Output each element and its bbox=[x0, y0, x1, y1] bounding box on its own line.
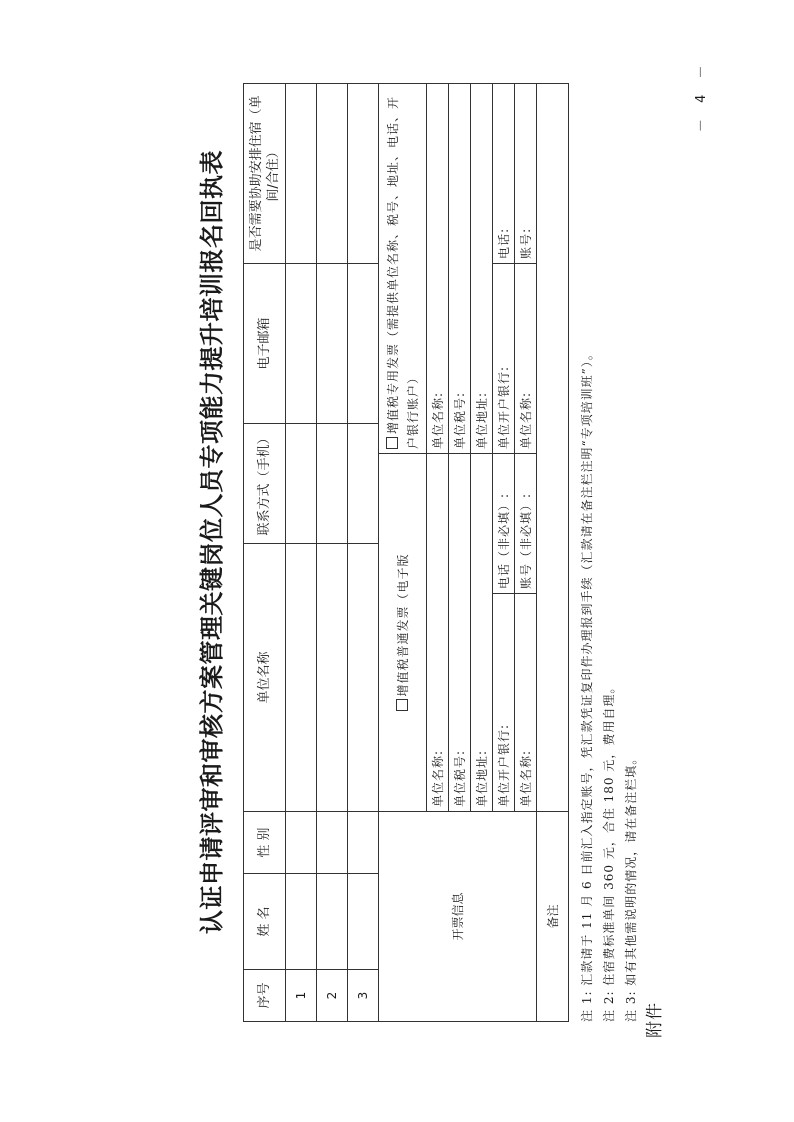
footnote-1: 注 1: 汇款请于 11 月 6 日前汇入指定账号，凭汇款凭证复印件办理报到手续（汇款请在备注栏注明“专项培训班”）。 bbox=[580, 347, 594, 1022]
email-field[interactable] bbox=[317, 263, 348, 423]
special-invoice-label: 增值税专用发票（需提供单位名称、税号、地址、电话、开户银行账户） bbox=[385, 95, 420, 449]
general-account-name-field[interactable]: 单位名称: bbox=[515, 594, 537, 812]
header-lodging: 是否需要协助安排住宿（单间/合住） bbox=[244, 83, 286, 263]
general-invoice-label: 增值税普通发票（电子版 bbox=[396, 553, 410, 697]
organization-field[interactable] bbox=[317, 543, 348, 811]
special-account-no-field[interactable]: 账号: bbox=[515, 83, 537, 263]
header-name: 姓 名 bbox=[244, 874, 286, 970]
row-index: 3 bbox=[348, 970, 379, 1022]
invoice-info-label: 开票信息 bbox=[379, 812, 537, 1022]
header-row bbox=[244, 83, 286, 1021]
checkbox-icon[interactable] bbox=[396, 700, 408, 712]
page-title: 认证申请评审和审核方案管理关键岗位人员专项能力提升培训报名回执表 bbox=[197, 150, 226, 934]
contact-field[interactable] bbox=[317, 423, 348, 543]
general-unit-name-field[interactable]: 单位名称: bbox=[427, 453, 449, 811]
remarks-field[interactable] bbox=[537, 83, 569, 811]
special-tax-id-field[interactable]: 单位税号: bbox=[449, 83, 471, 453]
general-tax-id-field[interactable]: 单位税号: bbox=[449, 453, 471, 811]
special-phone-field[interactable]: 电话: bbox=[493, 83, 515, 263]
organization-field[interactable] bbox=[348, 543, 379, 811]
special-bank-field[interactable]: 单位开户银行: bbox=[493, 263, 515, 453]
name-field[interactable] bbox=[348, 874, 379, 970]
lodging-field[interactable] bbox=[317, 83, 348, 263]
name-field[interactable] bbox=[317, 874, 348, 970]
footnotes bbox=[576, 84, 642, 1022]
special-address-field[interactable]: 单位地址: bbox=[471, 83, 493, 453]
remarks-label: 备注 bbox=[537, 812, 569, 1022]
contact-field[interactable] bbox=[286, 423, 317, 543]
footnote-2: 注 2: 住宿费标准单间 360 元，合住 180 元，费用自理。 bbox=[602, 680, 616, 1022]
registration-form-table bbox=[243, 83, 569, 1022]
contact-field[interactable] bbox=[348, 423, 379, 543]
remarks-row bbox=[537, 83, 569, 1021]
table-row bbox=[286, 83, 317, 1021]
special-unit-name-field[interactable]: 单位名称: bbox=[427, 83, 449, 453]
email-field[interactable] bbox=[348, 263, 379, 423]
name-field[interactable] bbox=[286, 874, 317, 970]
table-row bbox=[348, 83, 379, 1021]
general-invoice-option[interactable] bbox=[379, 453, 427, 811]
gender-field[interactable] bbox=[317, 812, 348, 874]
page-number: － 4 － bbox=[694, 59, 709, 132]
gender-field[interactable] bbox=[286, 812, 317, 874]
invoice-options-row bbox=[379, 83, 427, 1021]
special-account-name-field[interactable]: 单位名称: bbox=[515, 263, 537, 453]
general-bank-field[interactable]: 单位开户银行: bbox=[493, 594, 515, 812]
attachment-label: 附件 bbox=[645, 1002, 665, 1038]
header-index: 序号 bbox=[244, 970, 286, 1022]
header-gender: 性 别 bbox=[244, 812, 286, 874]
general-address-field[interactable]: 单位地址: bbox=[471, 453, 493, 811]
footnote-3: 注 3: 如有其他需说明的情况，请在备注栏填。 bbox=[624, 751, 638, 1022]
header-contact: 联系方式（手机） bbox=[244, 423, 286, 543]
gender-field[interactable] bbox=[348, 812, 379, 874]
row-index: 2 bbox=[317, 970, 348, 1022]
email-field[interactable] bbox=[286, 263, 317, 423]
header-organization: 单位名称 bbox=[244, 543, 286, 811]
organization-field[interactable] bbox=[286, 543, 317, 811]
checkbox-icon[interactable] bbox=[386, 437, 398, 449]
general-phone-field[interactable]: 电话（非必填）: bbox=[493, 453, 515, 593]
table-row bbox=[317, 83, 348, 1021]
lodging-field[interactable] bbox=[286, 83, 317, 263]
lodging-field[interactable] bbox=[348, 83, 379, 263]
general-account-no-field[interactable]: 账号（非必填）: bbox=[515, 453, 537, 593]
special-invoice-option[interactable] bbox=[379, 83, 427, 453]
header-email: 电子邮箱 bbox=[244, 263, 286, 423]
row-index: 1 bbox=[286, 970, 317, 1022]
